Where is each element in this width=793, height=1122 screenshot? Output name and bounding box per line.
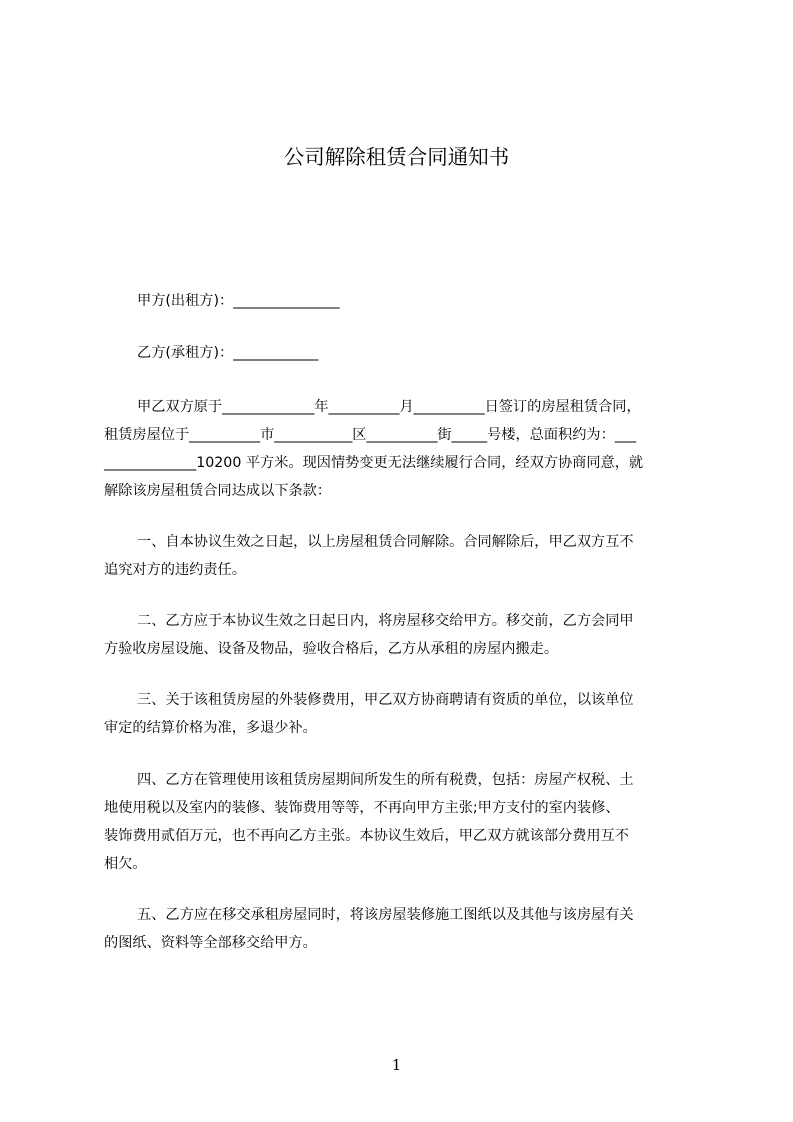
intro-line: _____________10200 平方米。现因情势变更无法继续履行合同，经双方协商同意，就: [104, 455, 644, 471]
clause-1-line: 一、自本协议生效之日起，以上房屋租赁合同解除。合同解除后，甲乙双方互不: [137, 534, 634, 550]
page-title: 公司解除租赁合同通知书: [283, 145, 510, 169]
intro-line: 租赁房屋位于__________市___________区__________街_____号楼，总面积约为：___: [104, 427, 637, 443]
party-b-line: 乙方(承租方)：____________: [137, 345, 319, 361]
party-a-line: 甲方(出租方)：_______________: [137, 293, 340, 309]
intro-line: 甲乙双方原于_____________年__________月__________日签订的房屋租赁合同，: [137, 399, 641, 415]
clause-2-line: 二、乙方应于本协议生效之日起日内，将房屋移交给甲方。移交前，乙方会同甲: [137, 613, 634, 629]
page-number: 1: [391, 1056, 402, 1074]
clause-3-line: 三、关于该租赁房屋的外装修费用，甲乙双方协商聘请有资质的单位，以该单位: [137, 692, 634, 708]
clause-5-line: 的图纸、资料等全部移交给甲方。: [104, 935, 317, 951]
clause-4-line: 相欠。: [104, 856, 147, 872]
clause-4-line: 地使用税以及室内的装修、装饰费用等等，不再向甲方主张;甲方支付的室内装修、: [104, 800, 620, 816]
clause-2-line: 方验收房屋设施、设备及物品，验收合格后，乙方从承租的房屋内搬走。: [104, 641, 559, 657]
clause-4-line: 装饰费用贰佰万元，也不再向乙方主张。本协议生效后，甲乙双方就该部分费用互不: [104, 828, 629, 844]
clause-3-line: 审定的结算价格为准，多退少补。: [104, 720, 317, 736]
intro-line: 解除该房屋租赁合同达成以下条款：: [104, 483, 332, 499]
clause-1-line: 追究对方的违约责任。: [104, 562, 246, 578]
clause-5-line: 五、乙方应在移交承租房屋同时，将该房屋装修施工图纸以及其他与该房屋有关: [137, 907, 634, 923]
clause-4-line: 四、乙方在管理使用该租赁房屋期间所发生的所有税费，包括：房屋产权税、土: [137, 772, 634, 788]
